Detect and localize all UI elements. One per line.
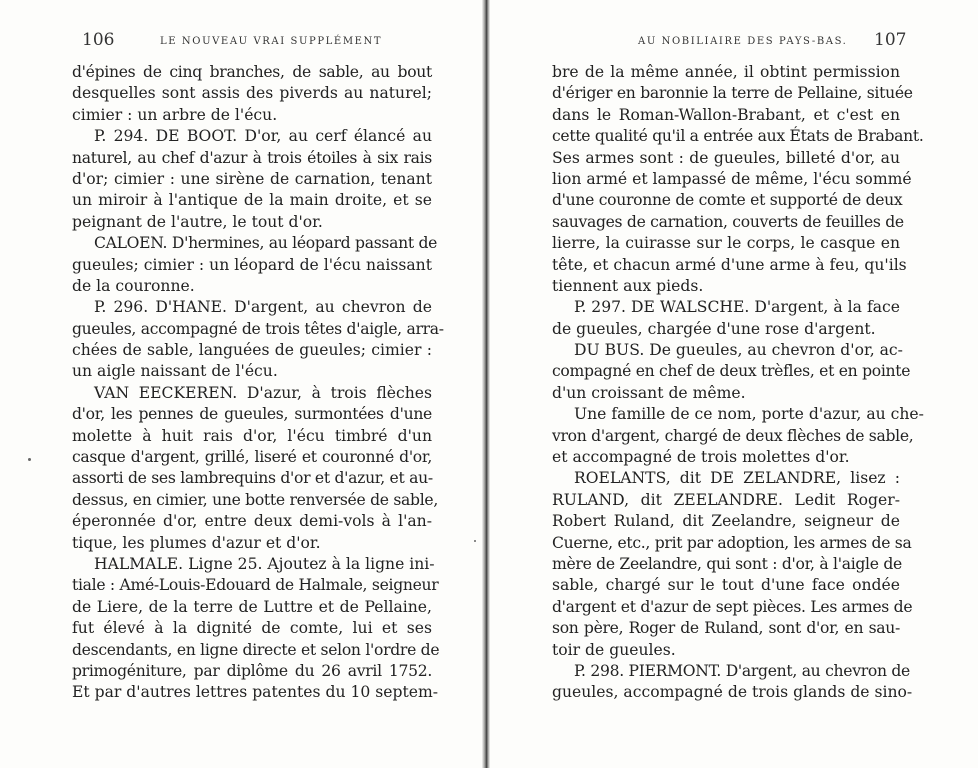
text-line: d'une couronne de comte et supporté de deux xyxy=(552,191,903,210)
text-line: vron d'argent, chargé de deux flèches de sable, xyxy=(552,426,914,445)
text-line: un aigle naissant de l'écu. xyxy=(72,362,278,381)
body-text xyxy=(72,62,444,704)
right-page xyxy=(492,0,978,768)
text-line: tête, et chacun armé d'une arme à feu, qu'ils xyxy=(552,255,907,274)
left-page xyxy=(0,0,488,768)
text-line: cimier : un arbre de l'écu. xyxy=(72,105,278,124)
text-line: cette qualité qu'il a entrée aux États de Brabant. xyxy=(552,127,924,146)
text-line: sable, chargé sur le tout d'une face ondée xyxy=(552,576,900,595)
text-line: Ses armes sont : de gueules, billeté d'or, au xyxy=(552,148,900,167)
text-line: d'épines de cinq branches, de sable, au bout xyxy=(72,63,432,81)
text-line: de la couronne. xyxy=(72,276,195,295)
text-line: d'ériger en baronnie la terre de Pellaine, située xyxy=(552,84,913,103)
text-line: tiale : Amé-Louis-Edouard de Halmale, seigneur xyxy=(72,576,439,595)
text-line: mère de Zeelandre, qui sont : d'or, à l'aigle de xyxy=(552,554,902,573)
text-line: molette à huit rais d'or, l'écu timbré d'un xyxy=(72,426,432,445)
text-line: toir de gueules. xyxy=(552,640,676,659)
text-line: primogéniture, par diplôme du 26 avril 1752. xyxy=(72,661,432,680)
text-line: tiennent aux pieds. xyxy=(552,276,704,295)
text-line: de Liere, de la terre de Luttre et de Pellaine, xyxy=(72,597,432,616)
text-line: fut élevé à la dignité de comte, lui et ses xyxy=(72,619,432,638)
text-line: sauvages de carnation, couverts de feuilles de xyxy=(552,212,904,231)
text-line: HALMALE. Ligne 25. Ajoutez à la ligne ini- xyxy=(94,554,435,573)
text-line: lierre, la cuirasse sur le corps, le casque en xyxy=(552,234,900,253)
text-line: dessus, en cimier, une botte renversée de sable, xyxy=(72,490,438,509)
text-line: d'argent et d'azur de sept pièces. Les armes de xyxy=(552,597,913,616)
text-line: son père, Roger de Ruland, sont d'or, en sau- xyxy=(552,619,900,638)
text-line: VAN EECKEREN. D'azur, à trois flèches xyxy=(94,383,432,402)
text-line: DU BUS. De gueules, au chevron d'or, ac- xyxy=(574,341,903,360)
page-number: 106 xyxy=(82,30,115,50)
text-line: naturel, au chef d'azur à trois étoiles à six rais xyxy=(72,148,432,167)
text-line: P. 296. D'HANE. D'argent, au chevron de xyxy=(94,298,432,317)
book-gutter xyxy=(482,0,490,768)
text-line: P. 297. DE WALSCHE. D'argent, à la face xyxy=(574,298,900,317)
text-line: Et par d'autres lettres patentes du 10 septem- xyxy=(72,683,439,702)
text-line: P. 298. PIERMONT. D'argent, au chevron de xyxy=(574,661,910,680)
text-line: desquelles sont assis des piverds au naturel; xyxy=(72,84,432,103)
text-line: ROELANTS, dit DE ZELANDRE, lisez : xyxy=(574,469,900,488)
text-line: tique, les plumes d'azur et d'or. xyxy=(72,533,321,552)
text-line: de gueules, chargée d'une rose d'argent. xyxy=(552,319,876,338)
text-line: d'or, les pennes de gueules, surmontées d'une xyxy=(72,405,432,424)
text-line: P. 294. DE BOOT. D'or, au cerf élancé au xyxy=(94,127,432,146)
text-line: gueules, accompagné de trois têtes d'aigle, arra- xyxy=(72,319,444,338)
text-line: bre de la même année, il obtint permission xyxy=(552,63,900,81)
text-line: descendants, en ligne directe et selon l'ordre de xyxy=(72,640,440,659)
text-line: chées de sable, languées de gueules; cimier : xyxy=(72,341,432,360)
text-line: casque d'argent, grillé, liseré et couronné d'or, xyxy=(72,448,432,467)
ink-speck xyxy=(28,458,31,461)
text-line: Robert Ruland, dit Zeelandre, seigneur de xyxy=(552,512,900,531)
running-head: AU NOBILIAIRE DES PAYS-BAS. xyxy=(638,36,848,47)
text-line: RULAND, dit ZEELANDRE. Ledit Roger- xyxy=(552,490,900,509)
text-line: d'or; cimier : une sirène de carnation, tenant xyxy=(72,169,432,188)
text-line: lion armé et lampassé de même, l'écu sommé xyxy=(552,169,912,188)
text-line: compagné en chef de deux trèfles, et en pointe xyxy=(552,362,911,381)
ink-speck xyxy=(474,540,476,542)
text-line: dans le Roman-Wallon-Brabant, et c'est en xyxy=(552,105,900,124)
text-line: d'un croissant de même. xyxy=(552,383,746,402)
running-head: LE NOUVEAU VRAI SUPPLÉMENT xyxy=(160,36,383,47)
text-line: Une famille de ce nom, porte d'azur, au che- xyxy=(574,405,924,424)
page-number: 107 xyxy=(874,30,907,50)
text-line: un miroir à l'antique de la main droite, et se xyxy=(72,191,432,210)
text-line: éperonnée d'or, entre deux demi-vols à l'an- xyxy=(72,512,432,531)
text-line: Cuerne, etc., prit par adoption, les armes de sa xyxy=(552,533,912,552)
text-line: CALOEN. D'hermines, au léopard passant de xyxy=(94,234,438,253)
text-line: gueules; cimier : un léopard de l'écu naissant xyxy=(72,255,432,274)
text-line: gueules, accompagné de trois glands de sino- xyxy=(552,683,913,702)
body-text xyxy=(552,62,924,704)
text-line: assorti de ses lambrequins d'or et d'azur, et au- xyxy=(72,469,433,488)
text-line: et accompagné de trois molettes d'or. xyxy=(552,448,850,467)
text-line: peignant de l'autre, le tout d'or. xyxy=(72,212,323,231)
